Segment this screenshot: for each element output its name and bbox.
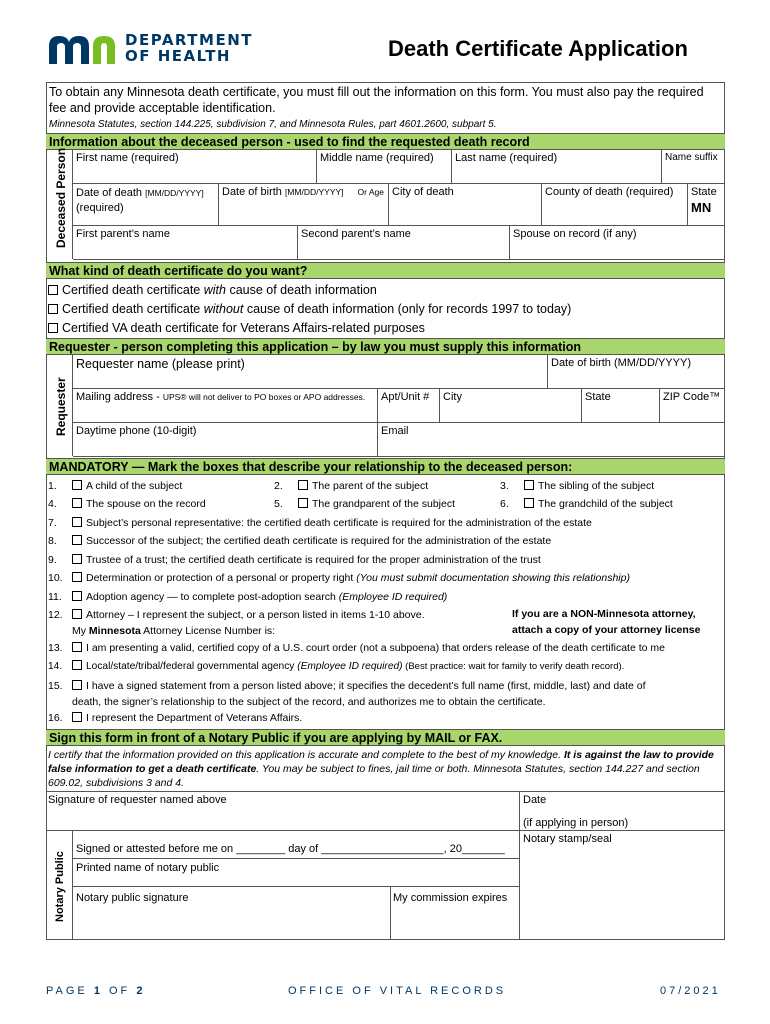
- checkbox[interactable]: [72, 591, 82, 601]
- first-parent-field[interactable]: First parent’s name: [73, 226, 298, 260]
- state-input[interactable]: State: [582, 389, 660, 423]
- apt-field[interactable]: Apt/Unit #: [378, 389, 440, 423]
- checkbox[interactable]: [72, 712, 82, 722]
- mdh-logo: [47, 30, 287, 70]
- relationship-item[interactable]: 7. Subject’s personal representative: the certified death certificate is required for the administration of the estate: [48, 517, 592, 529]
- checkbox[interactable]: [72, 660, 82, 670]
- checkbox[interactable]: [72, 609, 82, 619]
- statute-reference: Minnesota Statutes, section 144.225, subdivision 7, and Minnesota Rules, part 4601.2600, subpart 5.: [49, 119, 497, 130]
- relationship-item[interactable]: 2. The parent of the subject: [274, 480, 429, 492]
- commission-expires-label[interactable]: My commission expires: [393, 892, 508, 904]
- notary-stamp-label: Notary stamp/seal: [523, 833, 612, 845]
- certificate-type-header: What kind of death certificate do you want?: [46, 262, 725, 279]
- mn-logo-icon: [47, 32, 121, 66]
- attorney-license-line[interactable]: My Minnesota Attorney License Number is:: [72, 625, 276, 637]
- certification-text: I certify that the information provided on this application is accurate and complete to the best of my knowledge. It is against the law to provide false information to get a death certificate. You may be subject to fines, jail time or both. Minnesota Statutes, section 144.227 and section 609.02, subdivisions 3 and 4.: [48, 749, 714, 789]
- city-field[interactable]: City: [440, 389, 582, 423]
- printed-name-label[interactable]: Printed name of notary public: [76, 862, 220, 874]
- checkbox[interactable]: [72, 517, 82, 527]
- name-suffix-field[interactable]: Name suffix: [662, 150, 725, 184]
- mailing-address-field[interactable]: Mailing address - UPS® will not deliver to PO boxes or APO addresses.: [73, 389, 378, 423]
- notary-section-header: Sign this form in front of a Notary Public if you are applying by MAIL or FAX.: [46, 729, 725, 746]
- relationship-item[interactable]: 11. Adoption agency — to complete post-adoption search (Employee ID required): [48, 591, 448, 603]
- relationship-item-continued: death, the signer’s relationship to the subject of the record, and authorizes me to obtain the certificate.: [72, 696, 546, 708]
- checkbox[interactable]: [298, 498, 308, 508]
- checkbox[interactable]: [72, 498, 82, 508]
- county-of-death-field[interactable]: County of death (required): [542, 184, 688, 226]
- checkbox[interactable]: [72, 554, 82, 564]
- relationship-item[interactable]: 9. Trustee of a trust; the certified death certificate is required for the proper administration of the trust: [48, 554, 541, 566]
- first-name-field[interactable]: First name (required): [73, 150, 317, 184]
- requester-side-label: Requester: [54, 377, 68, 436]
- state-value: MN: [691, 200, 712, 215]
- requester-dob-field[interactable]: Date of birth (MM/DD/YYYY): [548, 355, 725, 389]
- page-title: Death Certificate Application: [388, 36, 688, 61]
- in-person-note: (if applying in person): [523, 817, 629, 829]
- relationship-item[interactable]: 12. Attorney – I represent the subject, or a person listed in items 1-10 above.: [48, 609, 425, 621]
- signature-field[interactable]: [48, 806, 518, 830]
- checkbox[interactable]: [72, 642, 82, 652]
- logo-line1: DEPARTMENT: [125, 31, 253, 49]
- requester-section-header: Requester - person completing this application – by law you must supply this information: [46, 338, 725, 355]
- phone-field[interactable]: Daytime phone (10-digit): [73, 423, 378, 457]
- checkbox[interactable]: [524, 498, 534, 508]
- relationship-item[interactable]: 13. I am presenting a valid, certified copy of a U.S. court order (not a subpoena) that orders release of the death certificate to me: [48, 642, 665, 654]
- zip-field[interactable]: ZIP Code™: [660, 389, 725, 423]
- signed-before-line[interactable]: Signed or attested before me on ________ day of ____________________, 20_______: [76, 843, 505, 855]
- deceased-section-header: Information about the deceased person - used to find the requested death record: [46, 133, 725, 150]
- second-parent-field[interactable]: Second parent’s name: [298, 226, 510, 260]
- checkbox[interactable]: [72, 480, 82, 490]
- checkbox[interactable]: [72, 680, 82, 690]
- form-date: 07/2021: [660, 985, 721, 997]
- relationship-item[interactable]: 16. I represent the Department of Veterans Affairs.: [48, 712, 303, 724]
- checkbox[interactable]: [48, 323, 58, 333]
- checkbox[interactable]: [48, 285, 58, 295]
- notary-side-label: Notary Public: [54, 851, 66, 922]
- logo-line2: OF HEALTH: [125, 47, 231, 65]
- requester-name-field[interactable]: Requester name (please print): [73, 355, 548, 389]
- intro-text: To obtain any Minnesota death certificate, you must fill out the information on this form. You must also pay the required fee and provide acceptable identification.: [49, 85, 704, 115]
- spouse-field[interactable]: Spouse on record (if any): [510, 226, 725, 260]
- date-label: Date: [523, 794, 547, 806]
- option-with-cause[interactable]: Certified death certificate with cause of death information: [48, 281, 377, 300]
- non-mn-attorney-note: If you are a NON-Minnesota attorney, attach a copy of your attorney license: [512, 608, 701, 636]
- checkbox[interactable]: [48, 304, 58, 314]
- relationship-item[interactable]: 5. The grandparent of the subject: [274, 498, 456, 510]
- date-of-birth-field[interactable]: Date of birth [MM/DD/YYYY] Or Age: [219, 184, 389, 226]
- option-va[interactable]: Certified VA death certificate for Veterans Affairs-related purposes: [48, 319, 425, 338]
- office-name: OFFICE OF VITAL RECORDS: [288, 985, 507, 997]
- option-without-cause[interactable]: Certified death certificate without cause of death information (only for records 1997 to today): [48, 300, 571, 319]
- checkbox[interactable]: [524, 480, 534, 490]
- state-field: State MN: [688, 184, 725, 226]
- notary-signature-label[interactable]: Notary public signature: [76, 892, 189, 904]
- relationship-item[interactable]: 6. The grandchild of the subject: [500, 498, 673, 510]
- signature-label: Signature of requester named above: [48, 794, 227, 806]
- relationship-item[interactable]: 10. Determination or protection of a personal or property right (You must submit documentation showing this relationship): [48, 572, 630, 584]
- checkbox[interactable]: [72, 572, 82, 582]
- deceased-side-label: Deceased Person: [54, 147, 68, 248]
- relationship-item[interactable]: 14. Local/state/tribal/federal governmental agency (Employee ID required) (Best practice: wait for family to verify death record).: [48, 661, 625, 672]
- page-number: PAGE 1 OF 2: [46, 985, 146, 997]
- middle-name-field[interactable]: Middle name (required): [317, 150, 452, 184]
- last-name-field[interactable]: Last name (required): [452, 150, 662, 184]
- relationship-item[interactable]: 8. Successor of the subject; the certified death certificate is required for the administration of the estate: [48, 535, 552, 547]
- relationship-item[interactable]: 3. The sibling of the subject: [500, 480, 655, 492]
- city-of-death-field[interactable]: City of death: [389, 184, 542, 226]
- email-field[interactable]: Email: [378, 423, 725, 457]
- relationship-header: MANDATORY — Mark the boxes that describe your relationship to the deceased person:: [46, 458, 725, 475]
- relationship-item[interactable]: 15. I have a signed statement from a person listed above; it specifies the decedent’s full name (first, middle, last) and date of: [48, 680, 646, 692]
- relationship-item[interactable]: 1. A child of the subject: [48, 480, 183, 492]
- date-of-death-field[interactable]: Date of death [MM/DD/YYYY] (required): [73, 184, 219, 226]
- relationship-item[interactable]: 4. The spouse on the record: [48, 498, 206, 510]
- checkbox[interactable]: [72, 535, 82, 545]
- checkbox[interactable]: [298, 480, 308, 490]
